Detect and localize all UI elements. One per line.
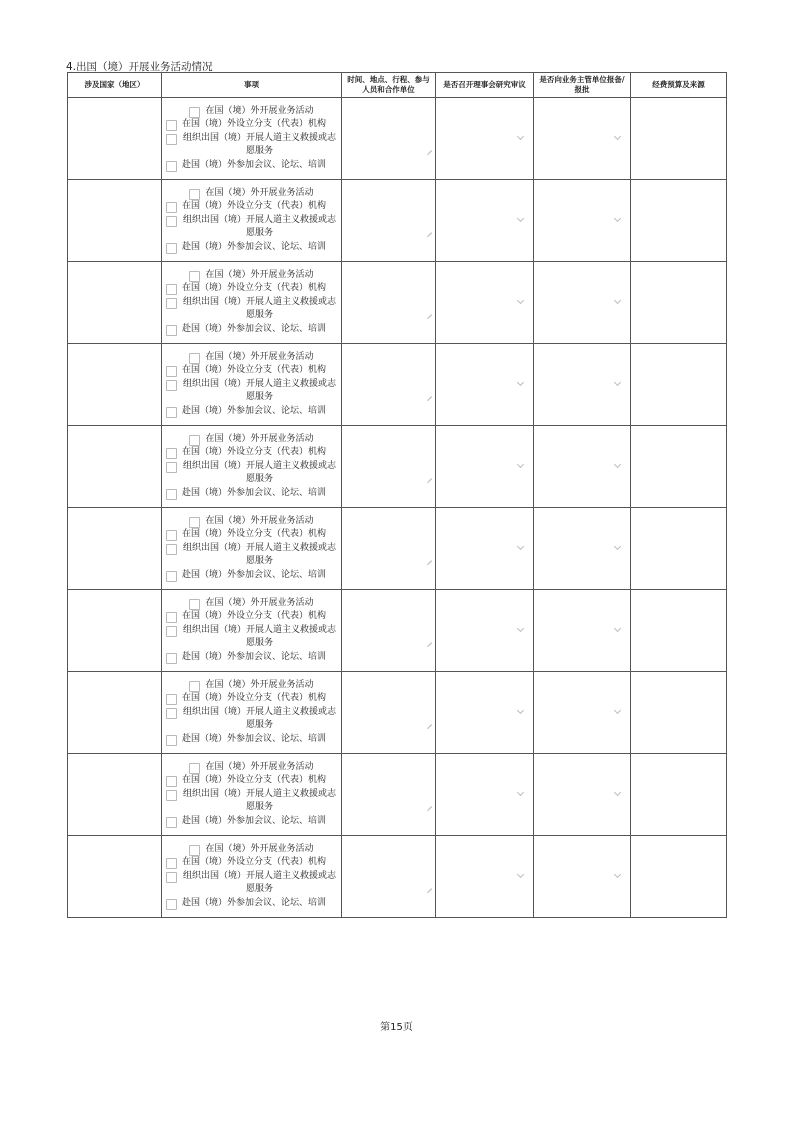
option-overseas-conference[interactable]: 赴国（境）外参加会议、论坛、培训 — [166, 815, 337, 829]
matter-options — [162, 595, 341, 667]
table-row — [68, 508, 727, 590]
checkbox-icon[interactable] — [166, 899, 177, 910]
option-overseas-branch[interactable]: 在国（境）外设立分支（代表）机构 — [166, 118, 337, 132]
checkbox-icon[interactable] — [189, 845, 200, 856]
checkbox-icon[interactable] — [189, 681, 200, 692]
country-input-cell[interactable] — [68, 672, 162, 754]
chevron-down-icon — [614, 379, 621, 386]
checkbox-icon[interactable] — [189, 435, 200, 446]
checkbox-icon[interactable] — [189, 517, 200, 528]
matter-options — [162, 431, 341, 503]
country-input-cell[interactable] — [68, 836, 162, 918]
matter-cell — [162, 180, 342, 262]
country-input-cell[interactable] — [68, 754, 162, 836]
matter-options — [162, 841, 341, 913]
details-textarea[interactable] — [342, 180, 436, 262]
council-review-select[interactable] — [436, 672, 534, 754]
council-review-select[interactable] — [436, 590, 534, 672]
details-textarea[interactable] — [342, 754, 436, 836]
checkbox-icon[interactable] — [166, 790, 177, 801]
header-row — [68, 73, 727, 98]
option-overseas-business[interactable]: 在国（境）外开展业务活动 — [166, 597, 337, 611]
option-overseas-branch[interactable]: 在国（境）外设立分支（代表）机构 — [166, 692, 337, 706]
details-textarea[interactable] — [342, 262, 436, 344]
option-overseas-branch[interactable]: 在国（境）外设立分支（代表）机构 — [166, 774, 337, 788]
council-review-select[interactable] — [436, 262, 534, 344]
chevron-down-icon — [614, 625, 621, 632]
resize-handle-icon[interactable] — [426, 473, 432, 479]
checkbox-icon[interactable] — [166, 858, 177, 869]
matter-options — [162, 677, 341, 749]
matter-cell — [162, 508, 342, 590]
report-approval-select[interactable] — [534, 590, 631, 672]
option-overseas-conference[interactable]: 赴国（境）外参加会议、论坛、培训 — [166, 733, 337, 747]
checkbox-icon[interactable] — [166, 694, 177, 705]
resize-handle-icon[interactable] — [426, 719, 432, 725]
checkbox-icon[interactable] — [166, 243, 177, 254]
resize-handle-icon[interactable] — [426, 555, 432, 561]
resize-handle-icon[interactable] — [426, 227, 432, 233]
table-row — [68, 590, 727, 672]
chevron-down-icon — [517, 215, 524, 222]
checkbox-icon[interactable] — [166, 612, 177, 623]
checkbox-icon[interactable] — [166, 366, 177, 377]
checkbox-icon[interactable] — [166, 325, 177, 336]
council-review-select[interactable] — [436, 180, 534, 262]
chevron-down-icon — [517, 461, 524, 468]
option-overseas-conference[interactable]: 赴国（境）外参加会议、论坛、培训 — [166, 569, 337, 583]
option-humanitarian-aid[interactable]: 组织出国（境）开展人道主义救援或志 愿服务 — [166, 624, 337, 651]
resize-handle-icon[interactable] — [426, 309, 432, 315]
option-humanitarian-aid[interactable]: 组织出国（境）开展人道主义救援或志 愿服务 — [166, 460, 337, 487]
table-row — [68, 180, 727, 262]
option-overseas-branch[interactable]: 在国（境）外设立分支（代表）机构 — [166, 856, 337, 870]
checkbox-icon[interactable] — [166, 284, 177, 295]
report-approval-select[interactable] — [534, 344, 631, 426]
checkbox-icon[interactable] — [166, 134, 177, 145]
matter-options — [162, 759, 341, 831]
option-overseas-conference[interactable]: 赴国（境）外参加会议、论坛、培训 — [166, 487, 337, 501]
chevron-down-icon — [517, 871, 524, 878]
option-overseas-conference[interactable]: 赴国（境）外参加会议、论坛、培训 — [166, 897, 337, 911]
option-overseas-conference[interactable]: 赴国（境）外参加会议、论坛、培训 — [166, 159, 337, 173]
chevron-down-icon — [517, 707, 524, 714]
checkbox-icon[interactable] — [166, 653, 177, 664]
option-humanitarian-aid[interactable]: 组织出国（境）开展人道主义救援或志 愿服务 — [166, 706, 337, 733]
matter-options — [162, 267, 341, 339]
report-approval-select[interactable] — [534, 508, 631, 590]
checkbox-icon[interactable] — [166, 120, 177, 131]
matter-options — [162, 103, 341, 175]
option-humanitarian-aid[interactable]: 组织出国（境）开展人道主义救援或志 愿服务 — [166, 296, 337, 323]
checkbox-icon[interactable] — [166, 298, 177, 309]
option-overseas-conference[interactable]: 赴国（境）外参加会议、论坛、培训 — [166, 241, 337, 255]
council-review-select[interactable] — [436, 98, 534, 180]
checkbox-icon[interactable] — [166, 544, 177, 555]
council-review-select[interactable] — [436, 426, 534, 508]
budget-input-cell[interactable] — [631, 98, 727, 180]
council-review-select[interactable] — [436, 754, 534, 836]
option-overseas-branch[interactable]: 在国（境）外设立分支（代表）机构 — [166, 282, 337, 296]
budget-input-cell[interactable] — [631, 836, 727, 918]
details-textarea[interactable] — [342, 836, 436, 918]
resize-handle-icon[interactable] — [426, 883, 432, 889]
details-textarea[interactable] — [342, 344, 436, 426]
chevron-down-icon — [614, 215, 621, 222]
matter-cell — [162, 754, 342, 836]
council-review-select[interactable] — [436, 508, 534, 590]
report-approval-select[interactable] — [534, 672, 631, 754]
option-overseas-branch[interactable]: 在国（境）外设立分支（代表）机构 — [166, 446, 337, 460]
council-review-select[interactable] — [436, 836, 534, 918]
matter-cell — [162, 98, 342, 180]
checkbox-icon[interactable] — [189, 271, 200, 282]
budget-input-cell[interactable] — [631, 672, 727, 754]
checkbox-icon[interactable] — [166, 708, 177, 719]
budget-input-cell[interactable] — [631, 754, 727, 836]
option-overseas-branch[interactable]: 在国（境）外设立分支（代表）机构 — [166, 200, 337, 214]
matter-cell — [162, 426, 342, 508]
council-review-select[interactable] — [436, 344, 534, 426]
checkbox-icon[interactable] — [166, 872, 177, 883]
chevron-down-icon — [517, 543, 524, 550]
report-approval-select[interactable] — [534, 98, 631, 180]
matter-cell — [162, 262, 342, 344]
chevron-down-icon — [517, 133, 524, 140]
checkbox-icon[interactable] — [189, 189, 200, 200]
report-approval-select[interactable] — [534, 836, 631, 918]
matter-options — [162, 349, 341, 421]
overseas-activities-table — [67, 72, 727, 918]
table-row — [68, 344, 727, 426]
country-input-cell[interactable] — [68, 426, 162, 508]
header-budget: 经费预算及来源 — [631, 73, 727, 98]
option-overseas-branch[interactable]: 在国（境）外设立分支（代表）机构 — [166, 364, 337, 378]
chevron-down-icon — [614, 461, 621, 468]
checkbox-icon[interactable] — [166, 462, 177, 473]
chevron-down-icon — [614, 871, 621, 878]
chevron-down-icon — [614, 789, 621, 796]
option-overseas-branch[interactable]: 在国（境）外设立分支（代表）机构 — [166, 528, 337, 542]
option-humanitarian-aid[interactable]: 组织出国（境）开展人道主义救援或志 愿服务 — [166, 542, 337, 569]
checkbox-icon[interactable] — [166, 489, 177, 500]
budget-input-cell[interactable] — [631, 426, 727, 508]
checkbox-icon[interactable] — [189, 353, 200, 364]
checkbox-icon[interactable] — [166, 216, 177, 227]
budget-input-cell[interactable] — [631, 508, 727, 590]
resize-handle-icon[interactable] — [426, 391, 432, 397]
header-council-review: 是否召开理事会研究审议 — [436, 73, 534, 98]
checkbox-icon[interactable] — [166, 626, 177, 637]
matter-cell — [162, 672, 342, 754]
table-row — [68, 98, 727, 180]
checkbox-icon[interactable] — [166, 202, 177, 213]
chevron-down-icon — [614, 133, 621, 140]
header-matter: 事项 — [162, 73, 342, 98]
option-overseas-conference[interactable]: 赴国（境）外参加会议、论坛、培训 — [166, 405, 337, 419]
option-humanitarian-aid[interactable]: 组织出国（境）开展人道主义救援或志 愿服务 — [166, 132, 337, 159]
option-overseas-conference[interactable]: 赴国（境）外参加会议、论坛、培训 — [166, 651, 337, 665]
table-row — [68, 836, 727, 918]
report-approval-select[interactable] — [534, 754, 631, 836]
table-row — [68, 262, 727, 344]
table-row — [68, 426, 727, 508]
checkbox-icon[interactable] — [166, 817, 177, 828]
report-approval-select[interactable] — [534, 180, 631, 262]
budget-input-cell[interactable] — [631, 180, 727, 262]
details-textarea[interactable] — [342, 98, 436, 180]
resize-handle-icon[interactable] — [426, 801, 432, 807]
option-overseas-business[interactable]: 在国（境）外开展业务活动 — [166, 269, 337, 283]
country-input-cell[interactable] — [68, 180, 162, 262]
resize-handle-icon[interactable] — [426, 637, 432, 643]
chevron-down-icon — [614, 297, 621, 304]
details-textarea[interactable] — [342, 426, 436, 508]
checkbox-icon[interactable] — [166, 776, 177, 787]
header-report-approval: 是否向业务主管单位报备/ 报批 — [534, 73, 631, 98]
matter-cell — [162, 590, 342, 672]
chevron-down-icon — [614, 707, 621, 714]
option-overseas-business[interactable]: 在国（境）外开展业务活动 — [166, 761, 337, 775]
chevron-down-icon — [517, 379, 524, 386]
option-overseas-business[interactable]: 在国（境）外开展业务活动 — [166, 351, 337, 365]
checkbox-icon[interactable] — [166, 161, 177, 172]
option-overseas-conference[interactable]: 赴国（境）外参加会议、论坛、培训 — [166, 323, 337, 337]
checkbox-icon[interactable] — [166, 571, 177, 582]
header-details: 时间、地点、行程、参与 人员和合作单位 — [342, 73, 436, 98]
header-country: 涉及国家（地区） — [68, 73, 162, 98]
chevron-down-icon — [517, 297, 524, 304]
checkbox-icon[interactable] — [189, 599, 200, 610]
details-textarea[interactable] — [342, 508, 436, 590]
country-input-cell[interactable] — [68, 344, 162, 426]
checkbox-icon[interactable] — [166, 735, 177, 746]
budget-input-cell[interactable] — [631, 262, 727, 344]
table-row — [68, 672, 727, 754]
chevron-down-icon — [614, 543, 621, 550]
chevron-down-icon — [517, 789, 524, 796]
chevron-down-icon — [517, 625, 524, 632]
country-input-cell[interactable] — [68, 590, 162, 672]
matter-options — [162, 513, 341, 585]
details-textarea[interactable] — [342, 590, 436, 672]
checkbox-icon[interactable] — [166, 530, 177, 541]
table-row — [68, 754, 727, 836]
report-approval-select[interactable] — [534, 426, 631, 508]
option-overseas-branch[interactable]: 在国（境）外设立分支（代表）机构 — [166, 610, 337, 624]
option-humanitarian-aid[interactable]: 组织出国（境）开展人道主义救援或志 愿服务 — [166, 214, 337, 241]
option-overseas-business[interactable]: 在国（境）外开展业务活动 — [166, 105, 337, 119]
option-overseas-business[interactable]: 在国（境）外开展业务活动 — [166, 187, 337, 201]
section-title: 4.出国（境）开展业务活动情况 — [66, 61, 213, 73]
option-overseas-business[interactable]: 在国（境）外开展业务活动 — [166, 515, 337, 529]
country-input-cell[interactable] — [68, 508, 162, 590]
resize-handle-icon[interactable] — [426, 145, 432, 151]
country-input-cell[interactable] — [68, 98, 162, 180]
option-overseas-business[interactable]: 在国（境）外开展业务活动 — [166, 843, 337, 857]
checkbox-icon[interactable] — [189, 763, 200, 774]
matter-options — [162, 185, 341, 257]
option-humanitarian-aid[interactable]: 组织出国（境）开展人道主义救援或志 愿服务 — [166, 788, 337, 815]
checkbox-icon[interactable] — [189, 107, 200, 118]
report-approval-select[interactable] — [534, 262, 631, 344]
checkbox-icon[interactable] — [166, 448, 177, 459]
option-humanitarian-aid[interactable]: 组织出国（境）开展人道主义救援或志 愿服务 — [166, 870, 337, 897]
budget-input-cell[interactable] — [631, 590, 727, 672]
page-number: 第15页 — [380, 1022, 413, 1033]
matter-cell — [162, 344, 342, 426]
matter-cell — [162, 836, 342, 918]
details-textarea[interactable] — [342, 672, 436, 754]
option-overseas-business[interactable]: 在国（境）外开展业务活动 — [166, 433, 337, 447]
budget-input-cell[interactable] — [631, 344, 727, 426]
checkbox-icon[interactable] — [166, 407, 177, 418]
option-overseas-business[interactable]: 在国（境）外开展业务活动 — [166, 679, 337, 693]
option-humanitarian-aid[interactable]: 组织出国（境）开展人道主义救援或志 愿服务 — [166, 378, 337, 405]
country-input-cell[interactable] — [68, 262, 162, 344]
checkbox-icon[interactable] — [166, 380, 177, 391]
